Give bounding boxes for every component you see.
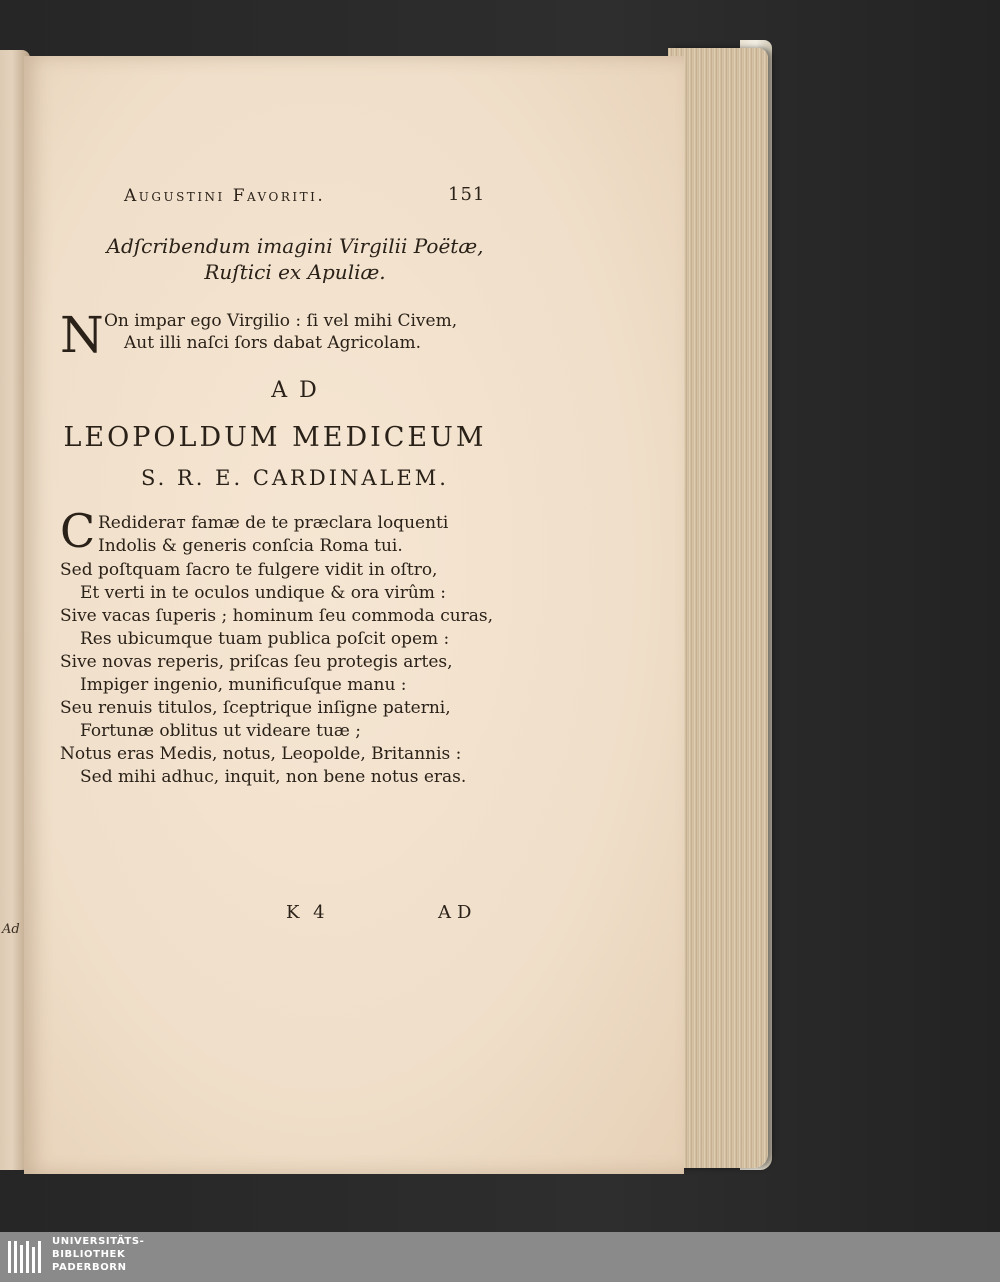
poem-line-6: Res ubicumque tuam publica poſcit opem : xyxy=(80,629,450,649)
epigram-line-2: Aut illi naſci ſors dabat Agricolam. xyxy=(124,333,421,353)
poem-line-7: Sive novas reperis, priſcas ſeu protegis artes, xyxy=(60,652,453,672)
institution-line-1: UNIVERSITÄTS- xyxy=(52,1236,145,1247)
poem-dropcap: C xyxy=(60,504,96,558)
poem-line-10: Fortunæ oblitus ut videare tuæ ; xyxy=(80,721,362,741)
institution-line-3: PADERBORN xyxy=(52,1262,127,1273)
library-logo-icon xyxy=(6,1237,46,1277)
poem-line-1: Redideraт famæ de te præclara loquenti xyxy=(98,513,449,533)
epigram-line-1: On impar ego Virgilio : ſi vel mihi Civem, xyxy=(104,311,458,331)
poem-line-9: Seu renuis titulos, ſceptrique inſigne paterni, xyxy=(60,698,451,718)
institution-line-2: BIBLIOTHEK xyxy=(52,1249,126,1260)
poem-line-3: Sed poſtquam ſacro te fulgere vidit in oſtro, xyxy=(60,560,438,580)
epigram-title-line-1: Adſcribendum imagini Virgilii Poëtæ, xyxy=(106,234,484,258)
heading-name: LEOPOLDUM MEDICEUM xyxy=(63,422,487,453)
footer-bar xyxy=(0,1232,1000,1282)
poem-line-4: Et verti in te oculos undique & ora virûm : xyxy=(80,583,447,603)
poem-line-12: Sed mihi adhuc, inquit, non bene notus eras. xyxy=(80,767,467,787)
poem-line-8: Impiger ingenio, munificuſque manu : xyxy=(80,675,407,695)
poem-line-5: Sive vacas ſuperis ; hominum ſeu commoda curas, xyxy=(60,606,494,626)
left-page-fragment-bottom: Ad xyxy=(2,922,20,937)
page-number: 151 xyxy=(448,184,486,205)
heading-ad: AD xyxy=(271,378,329,403)
epigram-title-line-2: Ruſtici ex Apuliæ. xyxy=(204,260,386,284)
signature-mark: K 4 xyxy=(286,902,329,923)
epigram-dropcap: N xyxy=(60,306,104,364)
catchword: AD xyxy=(438,902,478,923)
poem-line-2: Indolis & generis conſcia Roma tui. xyxy=(98,536,403,556)
running-head: Augustini Favoriti. xyxy=(124,186,326,206)
heading-title: S. R. E. CARDINALEM. xyxy=(140,466,449,490)
poem-line-11: Notus eras Medis, notus, Leopolde, Britannis : xyxy=(60,744,462,764)
